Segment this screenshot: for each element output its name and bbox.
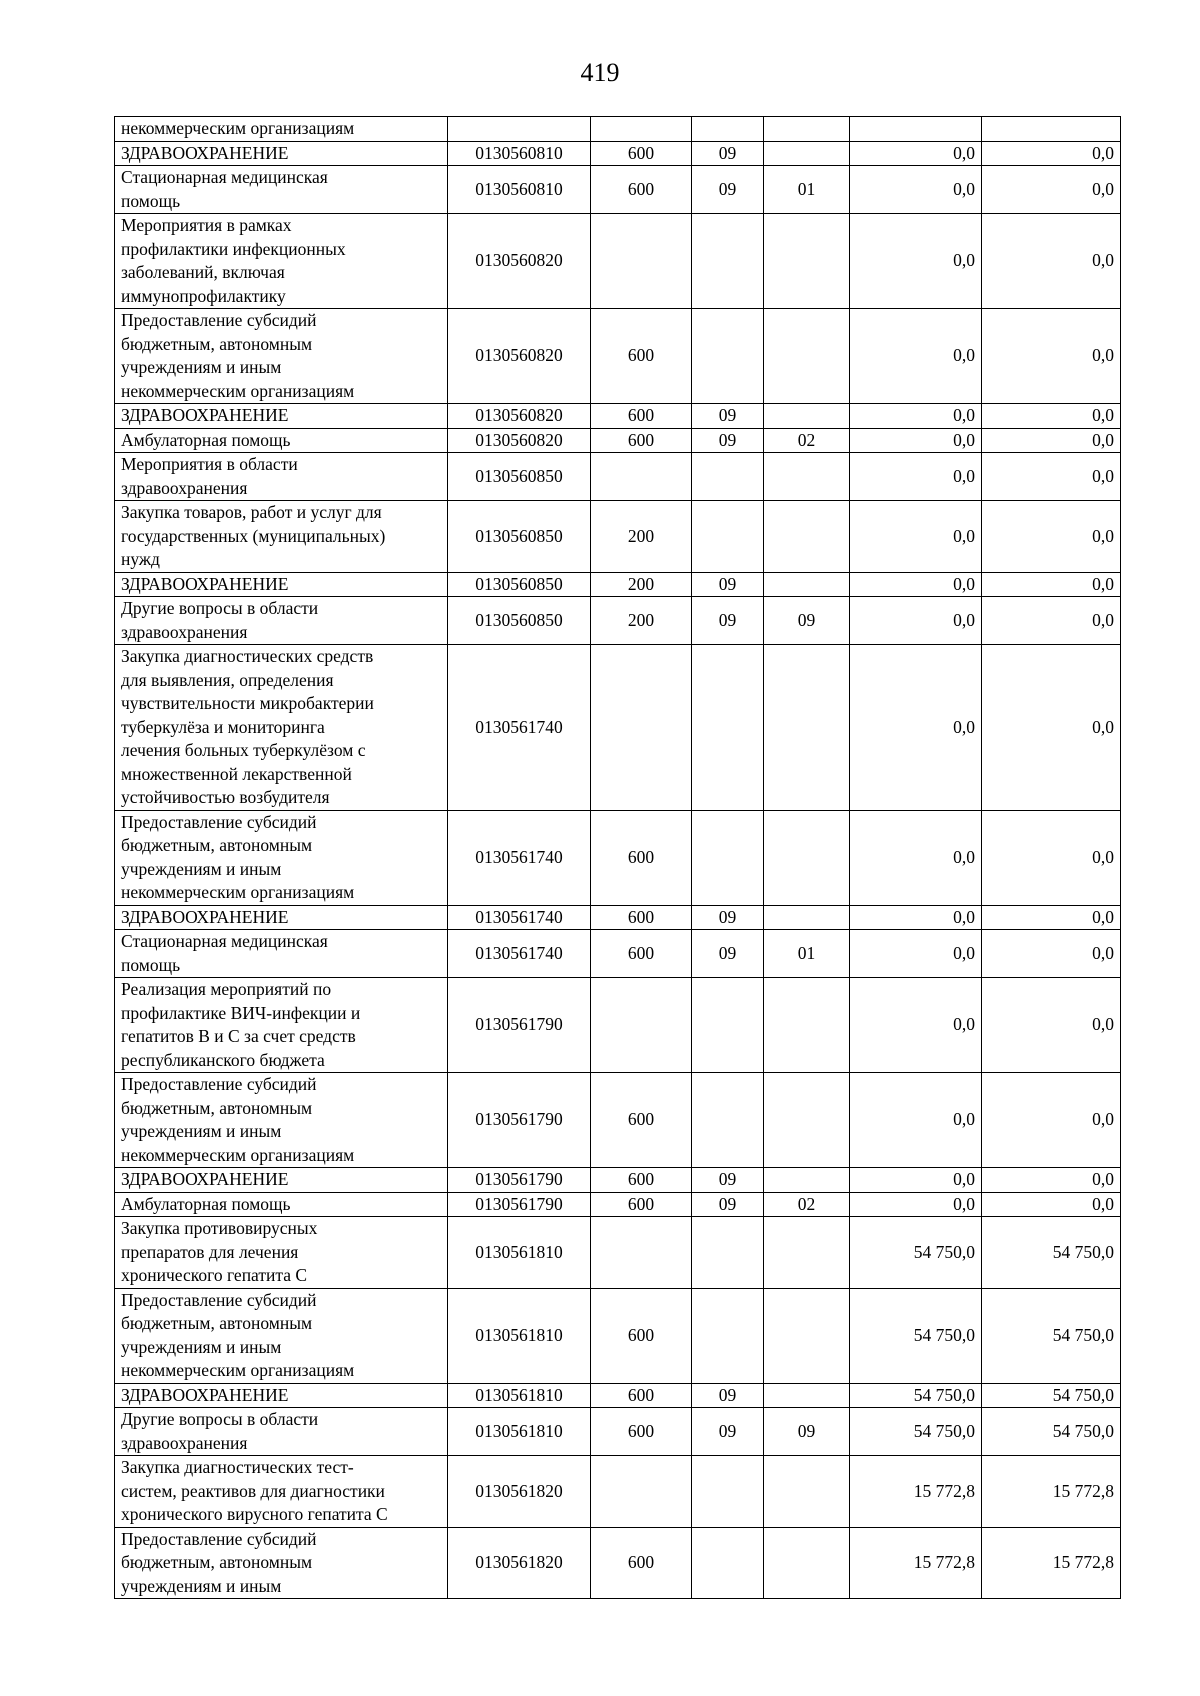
section-code: 09: [692, 1383, 764, 1408]
amount-year-1: 0,0: [850, 645, 982, 811]
amount-year-2: 0,0: [982, 572, 1121, 597]
item-name-line: бюджетным, автономным: [121, 1552, 313, 1572]
amount-year-2: 0,0: [982, 309, 1121, 404]
expense-type-code: 600: [591, 1192, 692, 1217]
target-article-code: 0130560820: [448, 309, 591, 404]
item-name: [115, 978, 448, 1073]
item-name: [115, 428, 448, 453]
table-row: [115, 978, 1121, 1073]
section-code: [692, 1217, 764, 1289]
item-name: [115, 597, 448, 645]
table-row: [115, 645, 1121, 811]
section-code: [692, 501, 764, 573]
item-name: [115, 1383, 448, 1408]
expense-type-code: [591, 214, 692, 309]
section-code: [692, 978, 764, 1073]
amount-year-1: 0,0: [850, 1192, 982, 1217]
target-article-code: 0130561790: [448, 1073, 591, 1168]
amount-year-2: 0,0: [982, 597, 1121, 645]
table-row: [115, 930, 1121, 978]
table-row: [115, 1168, 1121, 1193]
amount-year-1: 0,0: [850, 453, 982, 501]
table-row: [115, 810, 1121, 905]
table-row: [115, 214, 1121, 309]
subsection-code: [764, 501, 850, 573]
item-name-line: иммунопрофилактику: [121, 285, 286, 306]
expense-type-code: [591, 453, 692, 501]
target-article-code: 0130560850: [448, 597, 591, 645]
amount-year-1: 0,0: [850, 141, 982, 166]
expense-type-code: 600: [591, 1288, 692, 1383]
subsection-code: [764, 453, 850, 501]
subsection-code: [764, 905, 850, 930]
target-article-code: 0130560850: [448, 572, 591, 597]
expense-type-code: [591, 1217, 692, 1289]
item-name: [115, 1527, 448, 1599]
item-name-line: помощь: [121, 190, 181, 211]
section-code: 09: [692, 1168, 764, 1193]
table-row: [115, 141, 1121, 166]
expense-type-code: 200: [591, 597, 692, 645]
item-name-line: Стационарная медицинская: [121, 931, 328, 951]
subsection-code: [764, 1456, 850, 1528]
amount-year-2: 0,0: [982, 1168, 1121, 1193]
item-name-line: государственных (муниципальных): [121, 525, 386, 546]
section-code: 09: [692, 1192, 764, 1217]
subsection-code: 02: [764, 428, 850, 453]
table-row: [115, 1217, 1121, 1289]
item-name-line: ЗДРАВООХРАНЕНИЕ: [121, 1169, 289, 1189]
section-code: [692, 810, 764, 905]
item-name-line: препаратов для лечения: [121, 1241, 299, 1262]
item-name-line: бюджетным, автономным: [121, 835, 313, 855]
amount-year-1: 0,0: [850, 404, 982, 429]
table-row: [115, 1456, 1121, 1528]
item-name: [115, 117, 448, 142]
table-row: [115, 501, 1121, 573]
page-number: 419: [580, 58, 620, 87]
amount-year-2: 54 750,0: [982, 1408, 1121, 1456]
item-name-line: для выявления, определения: [121, 669, 334, 690]
item-name-line: Амбулаторная помощь: [121, 429, 291, 450]
target-article-code: 0130561810: [448, 1408, 591, 1456]
target-article-code: 0130560850: [448, 453, 591, 501]
amount-year-1: 0,0: [850, 428, 982, 453]
target-article-code: 0130560820: [448, 404, 591, 429]
section-code: [692, 309, 764, 404]
item-name-line: Закупка противовирусных: [121, 1218, 318, 1238]
table-row: [115, 1527, 1121, 1599]
item-name-line: учреждениям и иным: [121, 858, 282, 879]
subsection-code: 01: [764, 166, 850, 214]
item-name: [115, 1192, 448, 1217]
amount-year-2: 15 772,8: [982, 1527, 1121, 1599]
subsection-code: [764, 309, 850, 404]
table-row: [115, 166, 1121, 214]
table-row: [115, 117, 1121, 142]
item-name-line: заболеваний, включая: [121, 262, 285, 282]
subsection-code: [764, 117, 850, 142]
amount-year-2: 54 750,0: [982, 1288, 1121, 1383]
item-name-line: Другие вопросы в области: [121, 1409, 319, 1429]
amount-year-1: 54 750,0: [850, 1408, 982, 1456]
amount-year-1: 0,0: [850, 1168, 982, 1193]
table-row: [115, 1192, 1121, 1217]
table-row: [115, 572, 1121, 597]
item-name-line: устойчивостью возбудителя: [121, 787, 330, 807]
subsection-code: 09: [764, 1408, 850, 1456]
amount-year-2: 0,0: [982, 404, 1121, 429]
target-article-code: 0130561740: [448, 930, 591, 978]
subsection-code: [764, 1527, 850, 1599]
section-code: 09: [692, 404, 764, 429]
expense-type-code: [591, 978, 692, 1073]
target-article-code: 0130560810: [448, 141, 591, 166]
item-name-line: некоммерческим организациям: [121, 380, 355, 401]
amount-year-1: 0,0: [850, 930, 982, 978]
target-article-code: 0130561740: [448, 810, 591, 905]
item-name-line: хронического гепатита С: [121, 1265, 308, 1285]
item-name-line: Мероприятия в рамках: [121, 215, 292, 235]
item-name-line: лечения больных туберкулёзом с: [121, 740, 366, 760]
subsection-code: [764, 1217, 850, 1289]
item-name-line: профилактике ВИЧ-инфекции и: [121, 1002, 361, 1023]
amount-year-2: 54 750,0: [982, 1217, 1121, 1289]
item-name-line: учреждениям и иным: [121, 1121, 282, 1141]
target-article-code: 0130561790: [448, 978, 591, 1073]
item-name: [115, 810, 448, 905]
section-code: [692, 1073, 764, 1168]
section-code: [692, 117, 764, 142]
amount-year-2: 0,0: [982, 905, 1121, 930]
item-name: [115, 905, 448, 930]
item-name-line: чувствительности микробактерии: [121, 693, 374, 713]
subsection-code: [764, 572, 850, 597]
section-code: [692, 453, 764, 501]
item-name-line: ЗДРАВООХРАНЕНИЕ: [121, 142, 289, 163]
amount-year-2: 0,0: [982, 930, 1121, 978]
amount-year-1: 0,0: [850, 1073, 982, 1168]
table-row: [115, 1073, 1121, 1168]
expense-type-code: 600: [591, 810, 692, 905]
item-name-line: республиканского бюджета: [121, 1049, 325, 1070]
amount-year-2: [982, 117, 1121, 142]
budget-table: [114, 116, 1121, 1599]
budget-table-body: [115, 117, 1121, 1599]
expense-type-code: 600: [591, 166, 692, 214]
item-name-line: помощь: [121, 954, 181, 975]
expense-type-code: 600: [591, 1073, 692, 1168]
subsection-code: [764, 404, 850, 429]
item-name: [115, 1288, 448, 1383]
table-row: [115, 1408, 1121, 1456]
amount-year-2: 15 772,8: [982, 1456, 1121, 1528]
amount-year-1: 15 772,8: [850, 1456, 982, 1528]
item-name: [115, 930, 448, 978]
item-name-line: Мероприятия в области: [121, 454, 298, 474]
target-article-code: 0130561810: [448, 1383, 591, 1408]
target-article-code: 0130560820: [448, 428, 591, 453]
amount-year-2: 0,0: [982, 645, 1121, 811]
item-name-line: ЗДРАВООХРАНЕНИЕ: [121, 573, 289, 594]
section-code: [692, 1288, 764, 1383]
item-name-line: Закупка товаров, работ и услуг для: [121, 502, 382, 522]
item-name-line: Амбулаторная помощь: [121, 1193, 291, 1214]
item-name-line: Предоставление субсидий: [121, 1074, 317, 1094]
item-name: [115, 645, 448, 811]
item-name: [115, 453, 448, 501]
item-name-line: здравоохранения: [121, 621, 248, 642]
item-name-line: Предоставление субсидий: [121, 1528, 317, 1549]
amount-year-1: 54 750,0: [850, 1217, 982, 1289]
amount-year-1: 0,0: [850, 572, 982, 597]
section-code: 09: [692, 1408, 764, 1456]
amount-year-1: 15 772,8: [850, 1527, 982, 1599]
item-name-line: туберкулёза и мониторинга: [121, 716, 325, 737]
amount-year-1: 54 750,0: [850, 1383, 982, 1408]
section-code: 09: [692, 930, 764, 978]
item-name-line: ЗДРАВООХРАНЕНИЕ: [121, 1384, 289, 1405]
amount-year-1: 0,0: [850, 810, 982, 905]
amount-year-2: 0,0: [982, 978, 1121, 1073]
item-name-line: гепатитов В и С за счет средств: [121, 1026, 356, 1046]
item-name: [115, 501, 448, 573]
item-name-line: Предоставление субсидий: [121, 811, 317, 832]
item-name-line: здравоохранения: [121, 477, 248, 498]
expense-type-code: 600: [591, 1408, 692, 1456]
subsection-code: [764, 645, 850, 811]
table-row: [115, 453, 1121, 501]
item-name-line: нужд: [121, 549, 160, 569]
item-name-line: систем, реактивов для диагностики: [121, 1480, 385, 1501]
amount-year-1: 0,0: [850, 214, 982, 309]
item-name-line: Закупка диагностических тест-: [121, 1457, 354, 1477]
expense-type-code: 600: [591, 1527, 692, 1599]
amount-year-1: 0,0: [850, 978, 982, 1073]
subsection-code: [764, 1073, 850, 1168]
item-name: [115, 309, 448, 404]
item-name-line: Стационарная медицинская: [121, 167, 328, 187]
item-name: [115, 404, 448, 429]
item-name: [115, 166, 448, 214]
item-name-line: Другие вопросы в области: [121, 598, 319, 618]
target-article-code: 0130560850: [448, 501, 591, 573]
target-article-code: 0130561740: [448, 645, 591, 811]
item-name-line: здравоохранения: [121, 1432, 248, 1453]
target-article-code: 0130561820: [448, 1456, 591, 1528]
table-row: [115, 1288, 1121, 1383]
amount-year-1: 0,0: [850, 597, 982, 645]
item-name-line: Реализация мероприятий по: [121, 979, 332, 999]
section-code: [692, 1456, 764, 1528]
item-name-line: учреждениям и иным: [121, 1336, 282, 1357]
section-code: 09: [692, 141, 764, 166]
amount-year-2: 0,0: [982, 501, 1121, 573]
subsection-code: [764, 978, 850, 1073]
section-code: 09: [692, 428, 764, 453]
item-name-line: некоммерческим организациям: [121, 882, 355, 902]
expense-type-code: 600: [591, 905, 692, 930]
item-name: [115, 141, 448, 166]
expense-type-code: 600: [591, 930, 692, 978]
table-row: [115, 404, 1121, 429]
table-row: [115, 1383, 1121, 1408]
amount-year-2: 0,0: [982, 810, 1121, 905]
amount-year-2: 0,0: [982, 214, 1121, 309]
item-name: [115, 1168, 448, 1193]
subsection-code: [764, 1288, 850, 1383]
target-article-code: [448, 117, 591, 142]
section-code: 09: [692, 597, 764, 645]
item-name-line: ЗДРАВООХРАНЕНИЕ: [121, 906, 289, 927]
target-article-code: 0130560810: [448, 166, 591, 214]
expense-type-code: 200: [591, 572, 692, 597]
target-article-code: 0130560820: [448, 214, 591, 309]
amount-year-2: 0,0: [982, 141, 1121, 166]
item-name: [115, 1217, 448, 1289]
item-name-line: Предоставление субсидий: [121, 1289, 317, 1310]
item-name-line: множественной лекарственной: [121, 763, 352, 784]
expense-type-code: 600: [591, 141, 692, 166]
subsection-code: 01: [764, 930, 850, 978]
item-name: [115, 1073, 448, 1168]
target-article-code: 0130561820: [448, 1527, 591, 1599]
item-name: [115, 572, 448, 597]
item-name-line: некоммерческим организациям: [121, 1360, 355, 1380]
subsection-code: [764, 1168, 850, 1193]
expense-type-code: 600: [591, 1383, 692, 1408]
expense-type-code: [591, 117, 692, 142]
expense-type-code: 200: [591, 501, 692, 573]
subsection-code: 09: [764, 597, 850, 645]
item-name-line: Закупка диагностических средств: [121, 646, 374, 666]
item-name: [115, 1456, 448, 1528]
subsection-code: [764, 141, 850, 166]
expense-type-code: [591, 645, 692, 811]
subsection-code: [764, 214, 850, 309]
item-name-line: бюджетным, автономным: [121, 1097, 313, 1118]
amount-year-1: [850, 117, 982, 142]
expense-type-code: 600: [591, 1168, 692, 1193]
target-article-code: 0130561790: [448, 1192, 591, 1217]
item-name: [115, 214, 448, 309]
expense-type-code: 600: [591, 309, 692, 404]
target-article-code: 0130561740: [448, 905, 591, 930]
item-name-line: ЗДРАВООХРАНЕНИЕ: [121, 405, 289, 425]
item-name-line: некоммерческим организациям: [121, 1144, 355, 1165]
item-name-line: бюджетным, автономным: [121, 1313, 313, 1333]
section-code: 09: [692, 905, 764, 930]
table-row: [115, 905, 1121, 930]
expense-type-code: 600: [591, 428, 692, 453]
amount-year-2: 0,0: [982, 428, 1121, 453]
table-row: [115, 597, 1121, 645]
item-name: [115, 1408, 448, 1456]
target-article-code: 0130561790: [448, 1168, 591, 1193]
item-name-line: некоммерческим организациям: [121, 118, 355, 138]
item-name-line: учреждениям и иным: [121, 357, 282, 377]
amount-year-2: 0,0: [982, 453, 1121, 501]
section-code: 09: [692, 166, 764, 214]
section-code: [692, 1527, 764, 1599]
subsection-code: 02: [764, 1192, 850, 1217]
section-code: 09: [692, 572, 764, 597]
subsection-code: [764, 810, 850, 905]
amount-year-1: 0,0: [850, 501, 982, 573]
amount-year-2: 0,0: [982, 1192, 1121, 1217]
expense-type-code: [591, 1456, 692, 1528]
item-name-line: учреждениям и иным: [121, 1575, 282, 1596]
amount-year-1: 54 750,0: [850, 1288, 982, 1383]
amount-year-2: 0,0: [982, 1073, 1121, 1168]
expense-type-code: 600: [591, 404, 692, 429]
item-name-line: бюджетным, автономным: [121, 333, 313, 354]
table-row: [115, 428, 1121, 453]
table-row: [115, 309, 1121, 404]
target-article-code: 0130561810: [448, 1288, 591, 1383]
item-name-line: профилактики инфекционных: [121, 238, 346, 259]
item-name-line: хронического вирусного гепатита С: [121, 1504, 388, 1524]
target-article-code: 0130561810: [448, 1217, 591, 1289]
amount-year-2: 0,0: [982, 166, 1121, 214]
item-name-line: Предоставление субсидий: [121, 310, 317, 330]
section-code: [692, 645, 764, 811]
amount-year-2: 54 750,0: [982, 1383, 1121, 1408]
amount-year-1: 0,0: [850, 309, 982, 404]
amount-year-1: 0,0: [850, 166, 982, 214]
subsection-code: [764, 1383, 850, 1408]
amount-year-1: 0,0: [850, 905, 982, 930]
section-code: [692, 214, 764, 309]
